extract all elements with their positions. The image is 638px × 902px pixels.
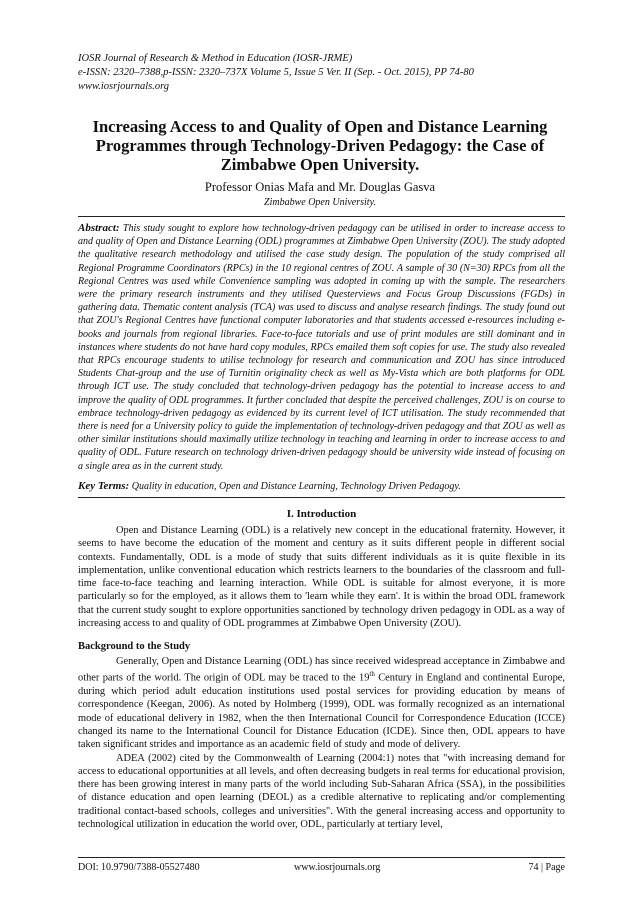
footer-doi: DOI: 10.9790/7388-05527480 — [78, 862, 200, 873]
key-terms-text: Quality in education, Open and Distance Learning, Technology Driven Pedagogy. — [131, 481, 461, 492]
footer-page-number: 74 | Page — [528, 862, 565, 873]
section-heading-introduction: I. Introduction — [286, 508, 357, 520]
abstract-text: This study sought to explore how technology-driven pedagogy can be utilised in order to increase access to and quality of Open and Distance Learning (ODL) programmes at Zimbabwe Open University (ZOU). The study adopted the qualitative research methodology and utilised the case study design. The population of the study comprised all Regional Programme Coordinators (RPCs) in the 10 regional centres of ZOU. A sample of 30 (N=30) RPCs from all the Regional Centres was used while Convenience sampling was adopted in coming up with the sample. The researchers were the primary research instruments and they utilised Questerviews and Focus Group Discussions (FGDs) in gathering data. Thematic content analysis (TCA) was used to discuss and analyse research findings. The study found out that ZOU's Regional Centres have functional computer laboratories and that students accessed e-resources including e-books and journals from regional libraries. Face-to-face tutorials and use of print modules are still dominant and in instances where students do not have hard copy modules, RPCs emailed them soft copies for use. The study also revealed that RPCs encourage students to utilise technology for research and communication and ZOU has since introduced Students Chat-group and the use of Turnitin originality check as well as My-Vista which are both platforms for ODL through ICT use. The study concluded that technology-driven pedagogy has the potential to increase access to and improve the quality of ODL programmes. It further concluded that despite the perceived challenges, ZOU is on course to embrace technology-driven pedagogy as evidenced by its current level of ICT utilisation. The study recommended that there is need for a University policy to guide the implementation of technology-driven pedagogy and that ZOU as well as other similar institutions should maximally utilize technology in teaching and learning in order to increase access to and quality of ODL. Future research on technology driven-driven pedagogy should be university wide instead of focusing on a single area as in the current study. — [78, 223, 566, 472]
journal-site: www.iosrjournals.org — [78, 81, 170, 92]
background-body — [78, 655, 565, 831]
journal-header — [78, 52, 568, 94]
background-paragraph-1 — [78, 655, 565, 752]
journal-name: IOSR Journal of Research & Method in Education (IOSR-JRME) — [78, 53, 353, 64]
key-terms — [78, 480, 565, 498]
paper-title: Increasing Access to and Quality of Open and Distance Learning Programmes through Technology-Driven Pedagogy: the Case of Zimbabwe Open University. — [92, 117, 548, 174]
background-paragraph-1-b: Century in England and continental Europe, during which period adult education institutions used postal services for providing education by means of correspondence (Keegan, 2006). As noted by Holmberg (1999), ODL was formally recognized as an international mode of educational delivery in 1982, when the then International Council for Correspondence Education (ICCE) changed its name to the International Council for Distance Education (ICDE). Since then, ODL appears to have taken significant strides and importance as an academic field of study and mode of delivery. — [78, 672, 565, 751]
paper-affiliation: Zimbabwe Open University. — [264, 197, 376, 208]
abstract-label: Abstract: — [78, 222, 120, 234]
introduction-paragraph: Open and Distance Learning (ODL) is a relatively new concept in the educational fraternity. However, it seems to have become the education of the moment and century as it suits different people in different social contexts. Fundamentally, ODL is a mode of study that suits different individuals as it is quite flexible in its implementation, unlike conventional education which restricts learners to the boundaries of the classroom and full-time face-to-face teaching and learning interaction. While ODL is suitable for almost everyone, it is more particularly so for the employed, as it allows them to 'learn while they earn'. It is within the broad ODL framework that the current study sought to explore opportunities sanctioned by technology driven pedagogy in ODL as a way of increasing access to and quality of ODL programmes at Zimbabwe Open University (ZOU). — [78, 525, 565, 630]
background-paragraph-1-a: Generally, Open and Distance Learning (ODL) has since received widespread acceptance in Zimbabwe and other parts of the world. The origin of ODL may be traced to the 19 — [78, 656, 565, 684]
page-footer — [78, 857, 565, 873]
journal-issn: e-ISSN: 2320–7388,p-ISSN: 2320–737X Volume 5, Issue 5 Ver. II (Sep. - Oct. 2015), PP 74-80 — [78, 67, 474, 78]
background-paragraph-2: ADEA (2002) cited by the Commonwealth of Learning (2004:1) notes that "with increasing demand for access to educational opportunities at all levels, and often decreasing budgets in real terms for educational provision, there has been growing interest in many parts of the world including Sub-Saharan Africa (SSA), in the possibilities of distance education and open learning (DEOL) as a credible alternative to replicating and/or complementing traditional contact-based schools, colleges and universities". With the general increasing access and opportunity to technological utilization in education the world over, ODL, particularly at tertiary level, — [78, 752, 565, 831]
ordinal-superscript: th — [369, 670, 375, 679]
introduction-body — [78, 524, 565, 630]
abstract-block — [78, 216, 565, 473]
subsection-heading-background: Background to the Study — [78, 641, 191, 652]
footer-site: www.iosrjournals.org — [294, 862, 381, 873]
key-terms-label: Key Terms: — [78, 480, 130, 492]
paper-authors: Professor Onias Mafa and Mr. Douglas Gasva — [204, 180, 436, 194]
